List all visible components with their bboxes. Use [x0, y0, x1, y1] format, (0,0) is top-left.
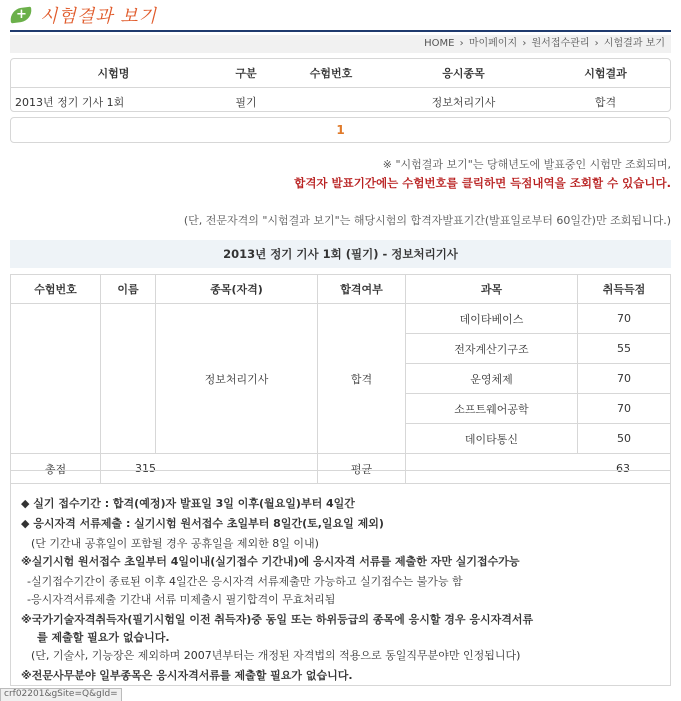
chevron-right-icon: ›: [459, 38, 464, 49]
status-url: crf02201&gSite=Q&gId=: [0, 688, 122, 701]
course-name: 데이타베이스: [406, 304, 578, 334]
header-exam: 시험명: [11, 59, 216, 88]
table-row: [11, 88, 670, 117]
total-label: 총점: [11, 454, 101, 484]
pass-status: 합격: [318, 304, 406, 454]
note-professional: (단, 전문자격의 "시험결과 보기"는 해당시험의 합격자발표기간(발표일로부터 60일간)만 조회됩니다.): [183, 214, 671, 227]
header-subject: 응시종목: [386, 59, 541, 88]
info-line: -응시자격서류제출 기간내 서류 미제출시 필기합격이 무효처리됨: [27, 593, 336, 606]
header-number: 수험번호: [11, 275, 101, 304]
info-line: -실기접수기간이 종료된 이후 4일간은 응시자격 서류제출만 가능하고 실기접수는 불가능 함: [27, 575, 463, 588]
breadcrumb-current: 시험결과 보기: [603, 38, 665, 49]
course-score: 55: [578, 334, 671, 364]
pagination: [10, 117, 671, 143]
course-score: 70: [578, 304, 671, 334]
average-label: 평균: [318, 454, 406, 484]
chevron-right-icon: ›: [594, 38, 599, 49]
average-value: 63: [406, 454, 671, 484]
header-pass: 합격여부: [318, 275, 406, 304]
course-name: 소프트웨어공학: [406, 394, 578, 424]
course-name: 운영체제: [406, 364, 578, 394]
score-table: [10, 274, 671, 484]
guidance-box: [10, 470, 671, 686]
qualification: 정보처리기사: [156, 304, 318, 454]
note-highlight: 합격자 발표기간에는 수험번호를 클릭하면 득점내역을 조회할 수 있습니다.: [294, 176, 671, 190]
exam-result: 합격: [594, 96, 617, 109]
info-line: ※실기시험 원서접수 초일부터 4일이내(실기접수 기간내)에 응시자격 서류를 제출한 자만 실기접수가능: [21, 555, 520, 568]
header-name: 이름: [101, 275, 156, 304]
detail-title: 2013년 정기 기사 1회 (필기) - 정보처리기사: [10, 240, 671, 268]
header-qualification: 종목(자격): [156, 275, 318, 304]
note-info: ※ "시험결과 보기"는 당해년도에 발표중인 시험만 조회되며,: [382, 158, 671, 171]
exam-name: 2013년 정기 기사 1회: [15, 96, 125, 109]
leaf-plus-icon: +: [10, 6, 34, 24]
breadcrumb-home[interactable]: HOME: [424, 38, 455, 49]
course-score: 70: [578, 364, 671, 394]
breadcrumb: [10, 35, 671, 53]
info-line: ◆ 실기 접수기간 : 합격(예정)자 발표일 3일 이후(월요일)부터 4일간: [21, 497, 355, 510]
course-name: 전자계산기구조: [406, 334, 578, 364]
exam-number: [11, 304, 101, 454]
header-number: 수험번호: [276, 59, 386, 88]
exam-type: 필기: [235, 96, 257, 109]
page-link-1[interactable]: 1: [336, 123, 345, 137]
table-row: [11, 304, 671, 334]
header-course: 과목: [406, 275, 578, 304]
page-title: 시험결과 보기: [40, 6, 158, 27]
total-value: 315: [101, 454, 318, 484]
course-score: 70: [578, 394, 671, 424]
exam-subject: 정보처리기사: [431, 96, 496, 109]
info-line: ◆ 응시자격 서류제출 : 실기시험 원서접수 초일부터 8일간(토,일요일 제외): [21, 517, 384, 530]
page-header: [10, 2, 157, 28]
breadcrumb-mypage[interactable]: 마이페이지: [468, 38, 518, 49]
header-score: 취득득점: [578, 275, 671, 304]
info-line: ※전문사무분야 일부종목은 응시자격서류를 제출할 필요가 없습니다.: [21, 669, 353, 682]
header-type: 구분: [216, 59, 276, 88]
breadcrumb-application[interactable]: 원서접수관리: [531, 38, 590, 49]
info-line: 를 제출할 필요가 없습니다.: [37, 631, 170, 644]
course-score: 50: [578, 424, 671, 454]
exam-number-link[interactable]: [276, 88, 386, 117]
chevron-right-icon: ›: [522, 38, 527, 49]
info-line: (단, 기술사, 기능장은 제외하며 2007년부터는 개정된 자격법의 적용으로 동일직무분야만 인정됩니다): [31, 649, 521, 662]
info-line: (단 기간내 공휴일이 포함될 경우 공휴일을 제외한 8일 이내): [31, 537, 319, 550]
title-divider: [10, 30, 671, 32]
summary-table-box: [10, 58, 671, 112]
info-line: ※국가기술자격취득자(필기시험일 이전 취득자)중 동일 또는 하위등급의 종목에 응시할 경우 응시자격서류: [21, 613, 534, 626]
summary-table: [11, 59, 670, 116]
candidate-name: [101, 304, 156, 454]
course-name: 데이타통신: [406, 424, 578, 454]
header-result: 시험결과: [541, 59, 670, 88]
